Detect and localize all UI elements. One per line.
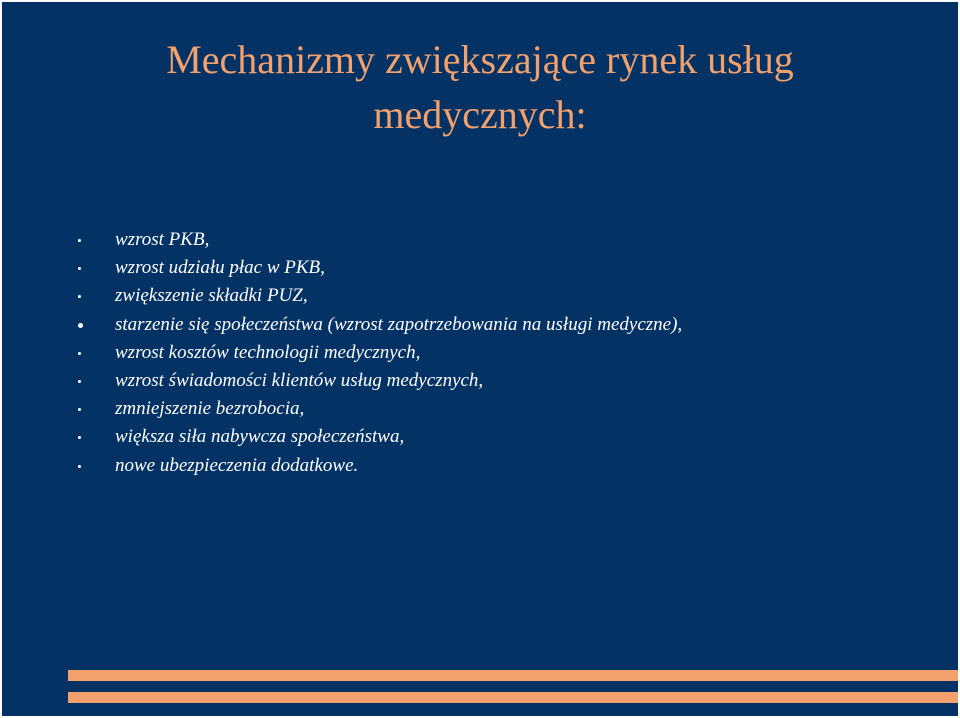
bullet-dot-icon (78, 295, 81, 298)
bullet-text: większa siła nabywcza społeczeństwa, (115, 426, 405, 448)
bullet-dot-icon (78, 267, 81, 270)
slide-title-line-2: medycznych: (373, 92, 587, 137)
bullet-dot-icon (78, 323, 83, 328)
bullet-dot-icon (78, 436, 81, 439)
slide-title-line-1: Mechanizmy zwiększające rynek usług (166, 37, 794, 82)
bullet-dot-icon (78, 352, 81, 355)
bullet-text: starzenie się społeczeństwa (wzrost zapotrzebowania na usługi medyczne), (115, 313, 683, 335)
decorative-bar-top (68, 670, 958, 681)
bullet-text: wzrost PKB, (115, 229, 210, 250)
bullet-dot-icon (78, 380, 81, 383)
bullet-dot-icon (78, 239, 81, 242)
slide (2, 2, 958, 716)
bullet-dot-icon (78, 465, 81, 468)
bullet-text: zwiększenie składki PUZ, (115, 285, 308, 307)
bullet-text: nowe ubezpieczenia dodatkowe. (115, 454, 359, 476)
bullet-text: zmniejszenie bezrobocia, (115, 398, 305, 420)
bullet-text: wzrost świadomości klientów usług medycznych, (115, 369, 484, 391)
slide-title (2, 32, 958, 142)
bullet-dot-icon (78, 408, 81, 411)
bullet-text: wzrost kosztów technologii medycznych, (115, 341, 421, 363)
bullet-text: wzrost udziału płac w PKB, (115, 257, 325, 279)
decorative-bar-bottom (68, 692, 958, 703)
